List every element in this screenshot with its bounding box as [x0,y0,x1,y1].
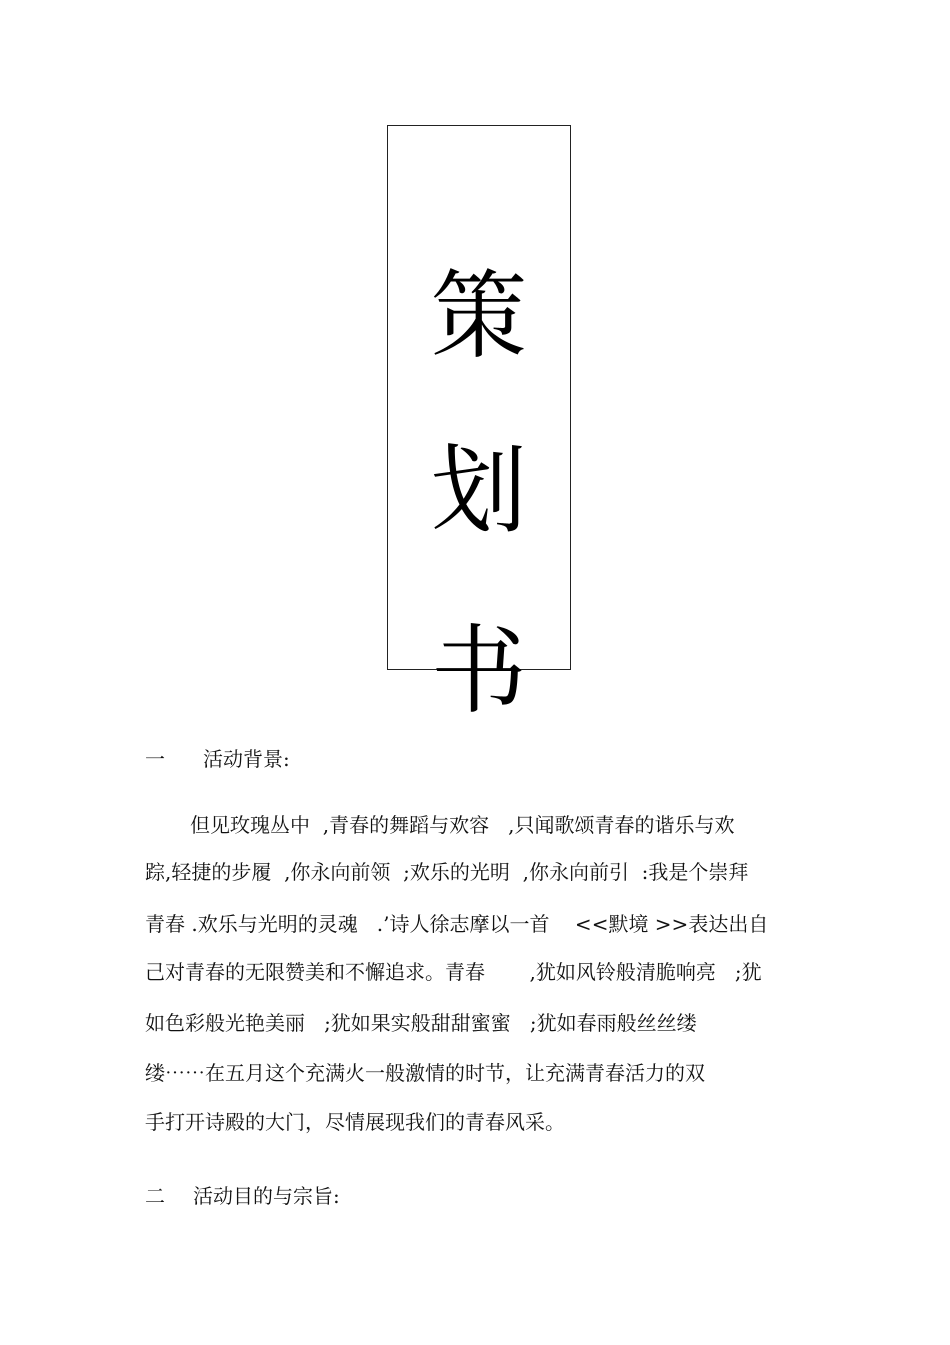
section-2-heading [145,1182,340,1210]
section-2-title: 活动目的与宗旨: [193,1184,340,1208]
title-char-3: 书 [431,615,527,727]
title-box [387,125,571,727]
section-1-number: 一 [145,747,165,771]
section-2-number: 二 [145,1184,165,1208]
paragraph-line-6: 缕⋯⋯在五月这个充满火一般激情的时节，让充满青春活力的双 [145,1061,705,1085]
title-char-1: 策 [431,260,527,372]
paragraph-line-3: 青春 .欢乐与光明的灵魂 .’诗人徐志摩以一首 <<默境 >>表达出自 [145,912,769,936]
paragraph-line-5: 如色彩般光艳美丽 ;犹如果实般甜甜蜜蜜 ;犹如春雨般丝丝缕 [145,1011,697,1035]
paragraph-line-1: 但见玫瑰丛中 ,青春的舞蹈与欢容 ,只闻歌颂青春的谐乐与欢 [190,813,735,837]
section-1-title: 活动背景: [203,747,290,771]
paragraph-line-4: 己对青春的无限赞美和不懈追求。青春 ,犹如风铃般清脆响亮 ;犹 [145,960,762,984]
paragraph-line-7: 手打开诗殿的大门，尽情展现我们的青春风采。 [145,1110,565,1134]
paragraph-line-2: 踪,轻捷的步履 ,你永向前领 ;欢乐的光明 ,你永向前引 :我是个崇拜 [145,860,749,884]
title-char-2: 划 [431,435,527,547]
section-1-heading [145,745,290,773]
